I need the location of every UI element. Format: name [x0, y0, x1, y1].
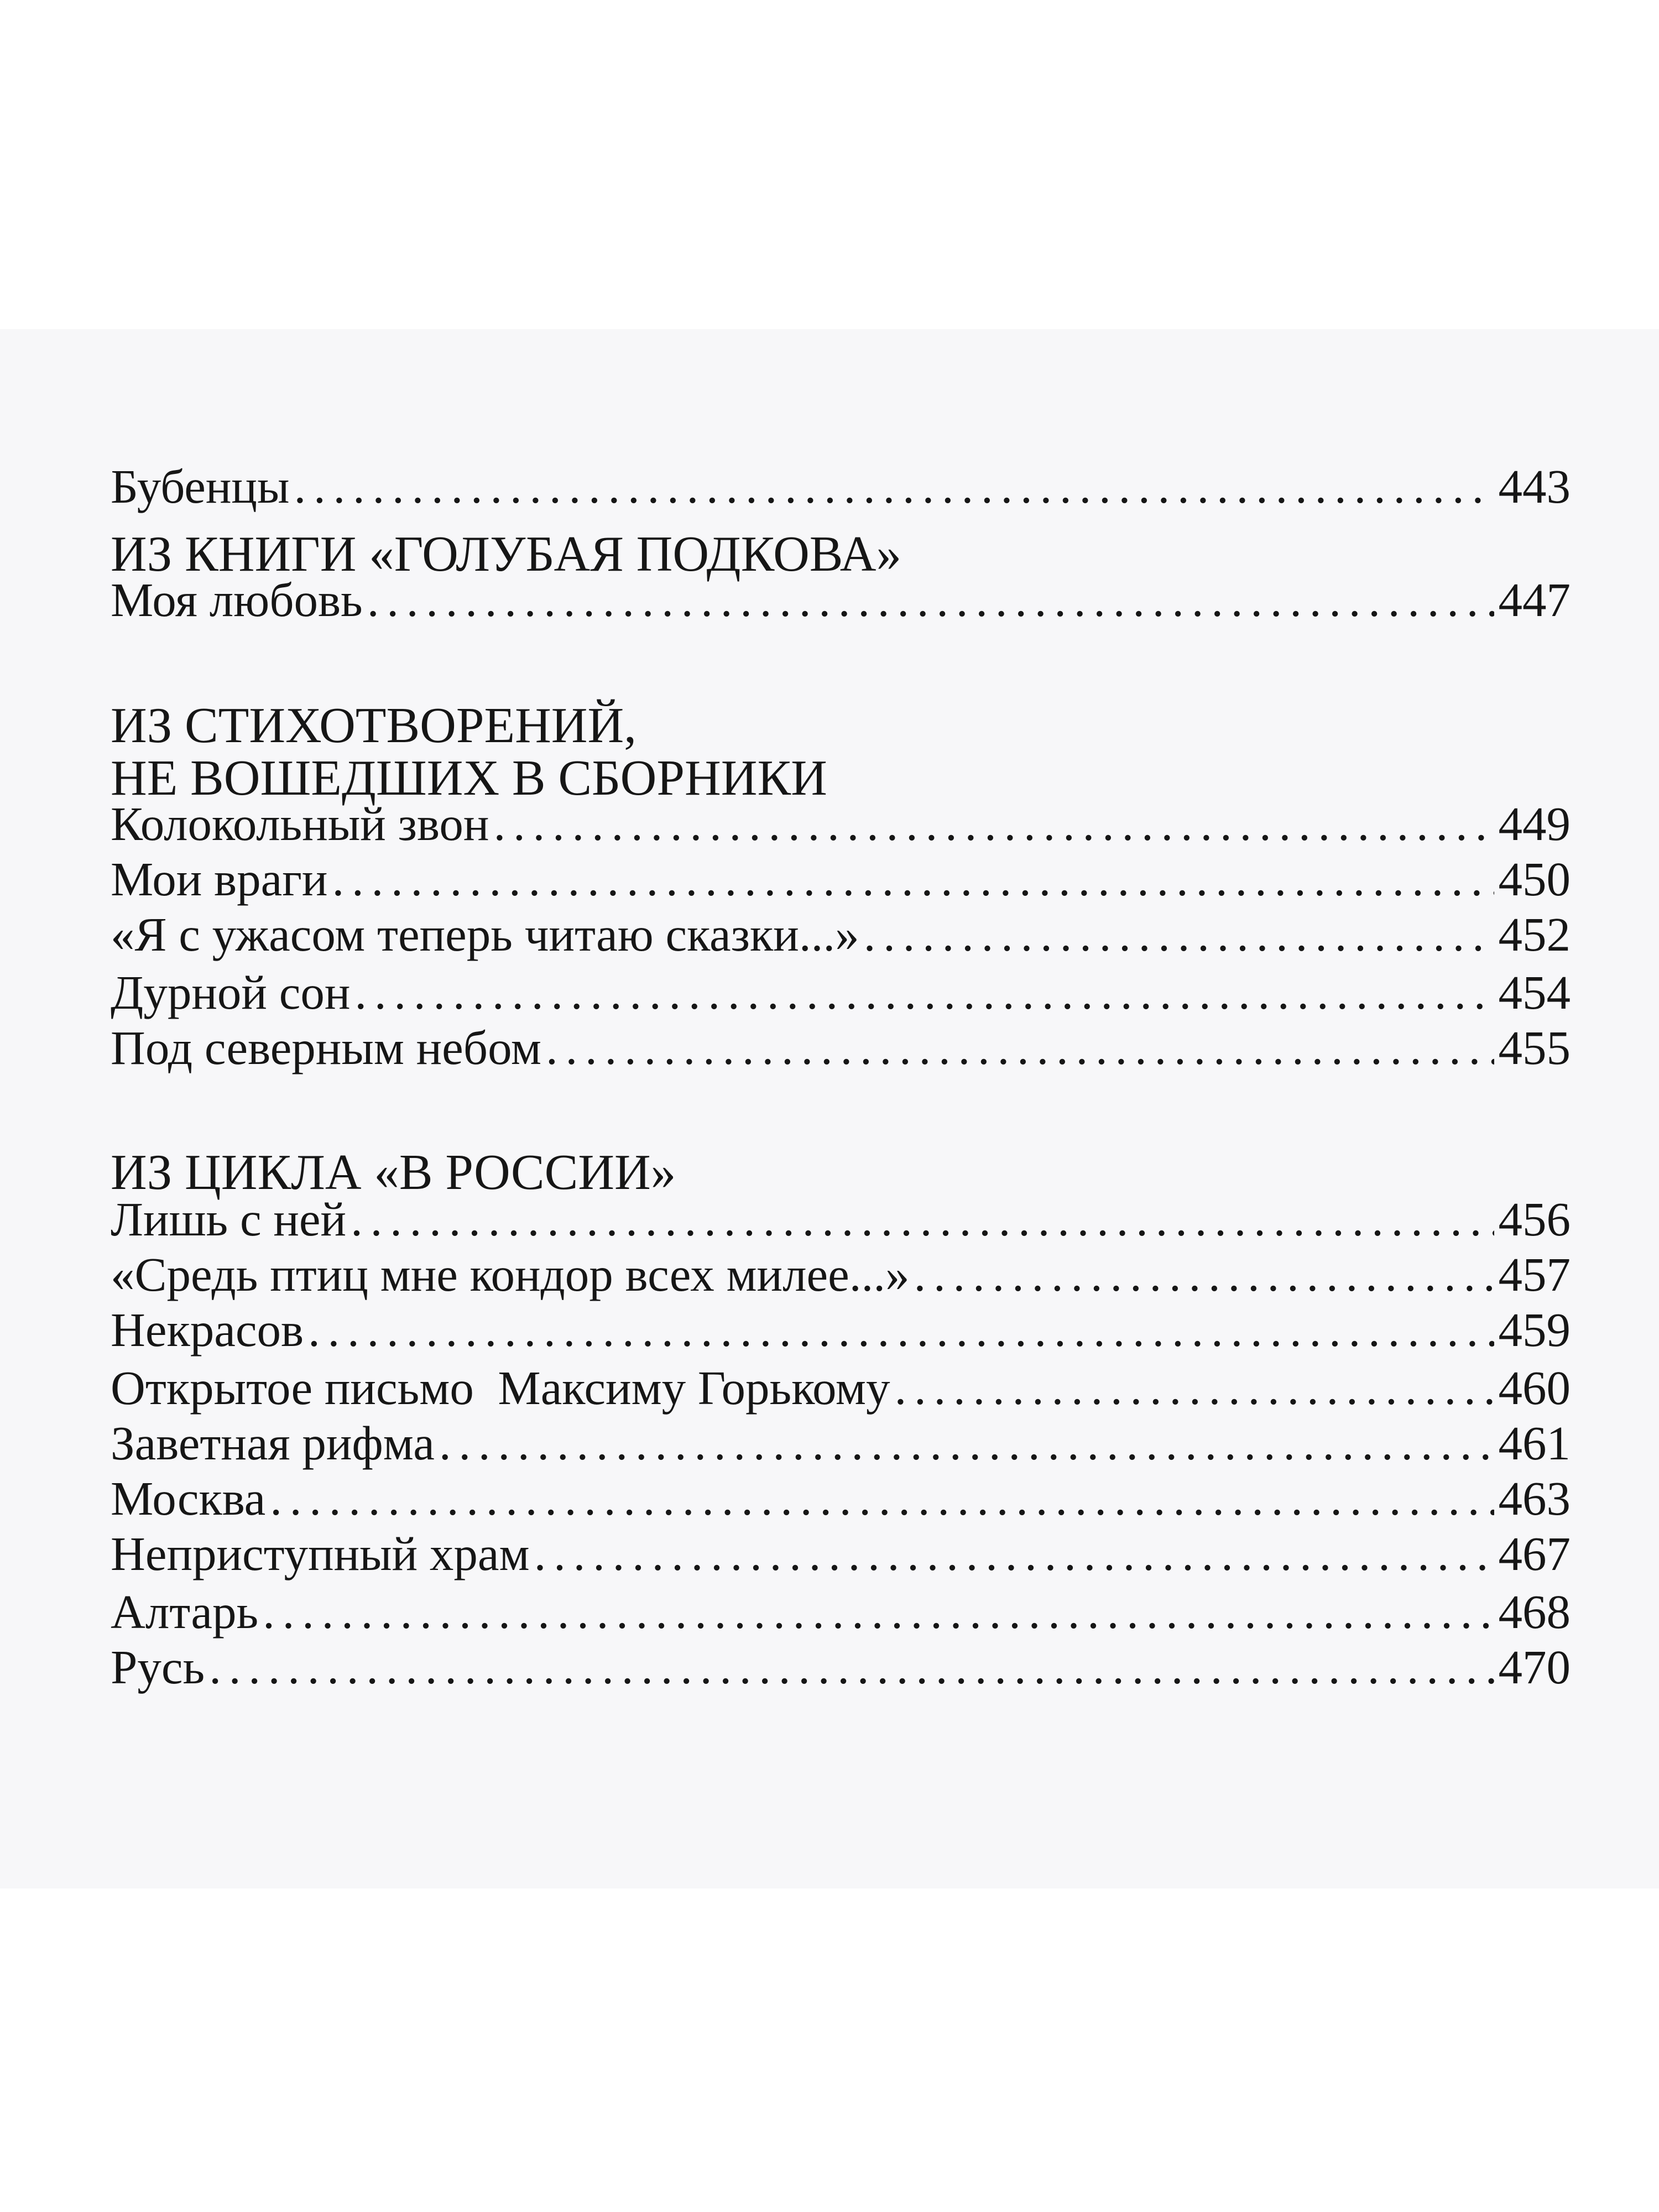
toc-entry-title: Бубенцы — [111, 460, 290, 513]
toc-entry-page: 449 — [1498, 797, 1571, 851]
toc-entry-nepristupny-khram — [111, 1526, 1571, 1582]
toc-entry-lish-s-ney — [111, 1192, 1571, 1247]
toc-entry-page: 450 — [1498, 852, 1571, 906]
dot-leader — [294, 459, 1494, 514]
toc-entry-title: Под северным небом — [111, 1021, 541, 1074]
toc-entry-page: 452 — [1498, 907, 1571, 961]
toc-entry-title: «Средь птиц мне кондор всех милее...» — [111, 1248, 910, 1301]
toc-entry-title: Некрасов — [111, 1303, 304, 1357]
toc-entry-title: Москва — [111, 1472, 266, 1525]
dot-leader — [351, 1192, 1494, 1247]
toc-entry-page: 457 — [1498, 1248, 1571, 1301]
toc-entry-nekrasov — [111, 1302, 1571, 1358]
section-heading-v-rossii: ИЗ ЦИКЛА «В РОССИИ» — [111, 1144, 676, 1200]
dot-leader — [332, 852, 1494, 907]
dot-leader — [439, 1416, 1494, 1471]
toc-entry-moskva — [111, 1471, 1571, 1526]
toc-entry-moya-lyubov — [111, 572, 1571, 628]
toc-entry-title: Моя любовь — [111, 573, 363, 627]
toc-entry-title: «Я с ужасом теперь читаю сказки...» — [111, 907, 859, 961]
toc-entry-page: 443 — [1498, 460, 1571, 513]
dot-leader — [270, 1471, 1494, 1526]
toc-entry-page: 461 — [1498, 1416, 1571, 1470]
toc-entry-title: Открытое письмо Максиму Горькому — [111, 1361, 890, 1415]
toc-entry-title: Русь — [111, 1640, 205, 1694]
toc-entry-moi-vragi — [111, 852, 1571, 907]
toc-entry-page: 463 — [1498, 1472, 1571, 1525]
toc-entry-bubentsy — [111, 459, 1571, 514]
toc-entry-page: 468 — [1498, 1585, 1571, 1639]
dot-leader — [494, 796, 1494, 852]
toc-entry-page: 447 — [1498, 573, 1571, 627]
toc-entry-title: Заветная рифма — [111, 1416, 435, 1470]
dot-leader — [894, 1360, 1494, 1416]
toc-entry-pod-severnym-nebom — [111, 1020, 1571, 1076]
dot-leader — [354, 965, 1494, 1020]
toc-entry-page: 455 — [1498, 1021, 1571, 1074]
toc-entry-kolokolny-zvon — [111, 796, 1571, 852]
toc-entry-rus — [111, 1640, 1571, 1695]
toc-entry-otkrytoe-pismo — [111, 1360, 1571, 1416]
toc-entry-page: 470 — [1498, 1640, 1571, 1694]
section-heading-uncollected-line-2: НЕ ВОШЕДШИХ В СБОРНИКИ — [111, 750, 827, 806]
toc-entry-title: Лишь с ней — [111, 1192, 347, 1246]
dot-leader — [263, 1584, 1494, 1640]
toc-entry-title: Колокольный звон — [111, 797, 489, 851]
dot-leader — [534, 1526, 1494, 1582]
toc-entry-zavetnaya-rifma — [111, 1416, 1571, 1471]
toc-entry-title: Мои враги — [111, 852, 328, 906]
toc-entry-page: 467 — [1498, 1527, 1571, 1580]
dot-leader — [864, 907, 1494, 962]
dot-leader — [308, 1302, 1494, 1358]
toc-entry-durnoy-son — [111, 965, 1571, 1020]
dot-leader — [209, 1640, 1494, 1695]
toc-entry-page: 459 — [1498, 1303, 1571, 1357]
toc-entry-ya-s-uzhasom — [111, 907, 1571, 962]
dot-leader — [367, 572, 1494, 628]
toc-entry-page: 460 — [1498, 1361, 1571, 1415]
toc-entry-page: 454 — [1498, 966, 1571, 1019]
toc-entry-title: Алтарь — [111, 1585, 259, 1639]
toc-entry-title: Неприступный храм — [111, 1527, 530, 1580]
section-heading-golubaya-podkova: ИЗ КНИГИ «ГОЛУБАЯ ПОДКОВА» — [111, 526, 901, 582]
toc-entry-sred-ptits — [111, 1247, 1571, 1302]
dot-leader — [546, 1020, 1494, 1076]
toc-entry-altar — [111, 1584, 1571, 1640]
section-heading-uncollected-line-1: ИЗ СТИХОТВОРЕНИЙ, — [111, 697, 637, 753]
dot-leader — [914, 1247, 1494, 1302]
toc-entry-title: Дурной сон — [111, 966, 351, 1019]
toc-entry-page: 456 — [1498, 1192, 1571, 1246]
